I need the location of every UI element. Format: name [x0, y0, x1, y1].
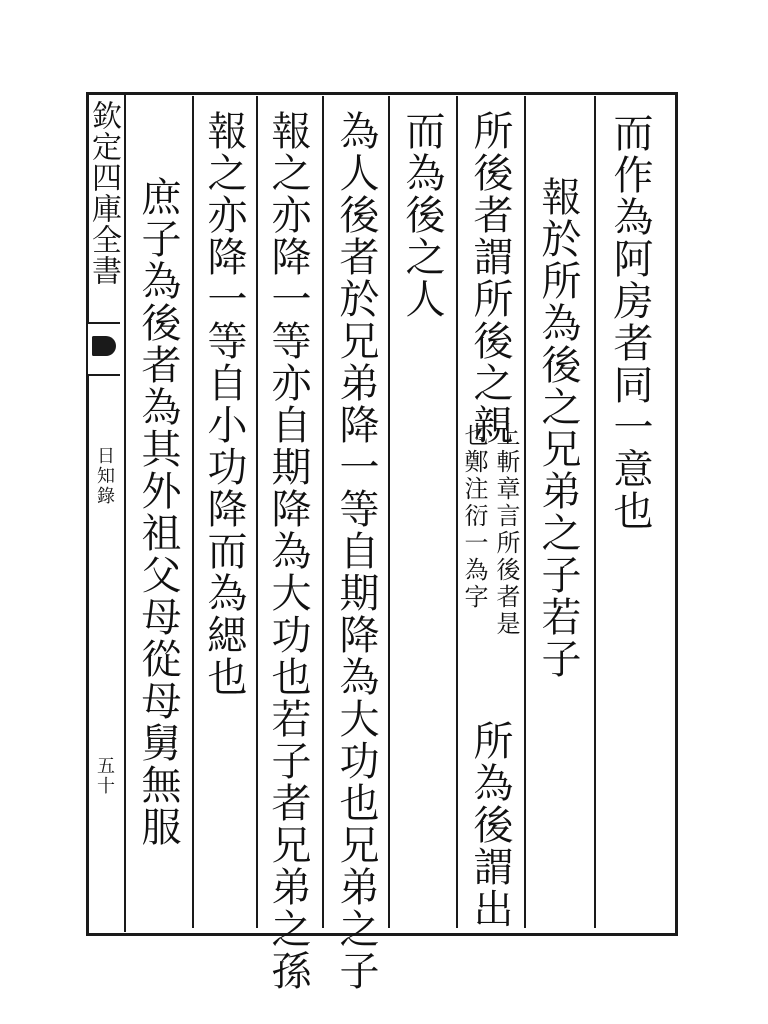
margin-page-number: 五十 [94, 756, 115, 796]
column-divider [524, 96, 526, 928]
text-column-2: 報於所為後之兄弟之子若子 [535, 176, 581, 680]
text-column-3-tail: 所為後謂出 [467, 720, 513, 930]
column-divider [388, 96, 390, 928]
text-column-6: 報之亦降一等亦自期降為大功也若子者兄弟之孫 [265, 110, 311, 992]
margin-book-title: 日知錄 [94, 446, 115, 506]
column-divider [456, 96, 458, 928]
text-column-4: 而為後之人 [399, 110, 445, 320]
fish-tail-mark [88, 322, 120, 376]
column-divider [322, 96, 324, 928]
text-column-1: 而作為阿房者同一意也 [607, 112, 653, 532]
annotation-left: 也鄭注衍一為字 [460, 422, 488, 611]
text-column-5: 為人後者於兄弟降一等自期降為大功也兄弟之子 [333, 110, 379, 992]
column-divider [594, 96, 596, 928]
annotation-right: 上斬章言所後者是 [492, 422, 520, 638]
text-column-3: 所後者謂所後之親 [467, 110, 513, 446]
text-column-7: 報之亦降一等自小功降而為緦也 [201, 110, 247, 698]
text-column-8: 庶子為後者為其外祖父母從母舅無服 [135, 176, 181, 848]
column-divider [192, 96, 194, 928]
margin-divider [124, 92, 126, 932]
column-divider [256, 96, 258, 928]
margin-title: 欽定四庫全書 [86, 100, 121, 286]
